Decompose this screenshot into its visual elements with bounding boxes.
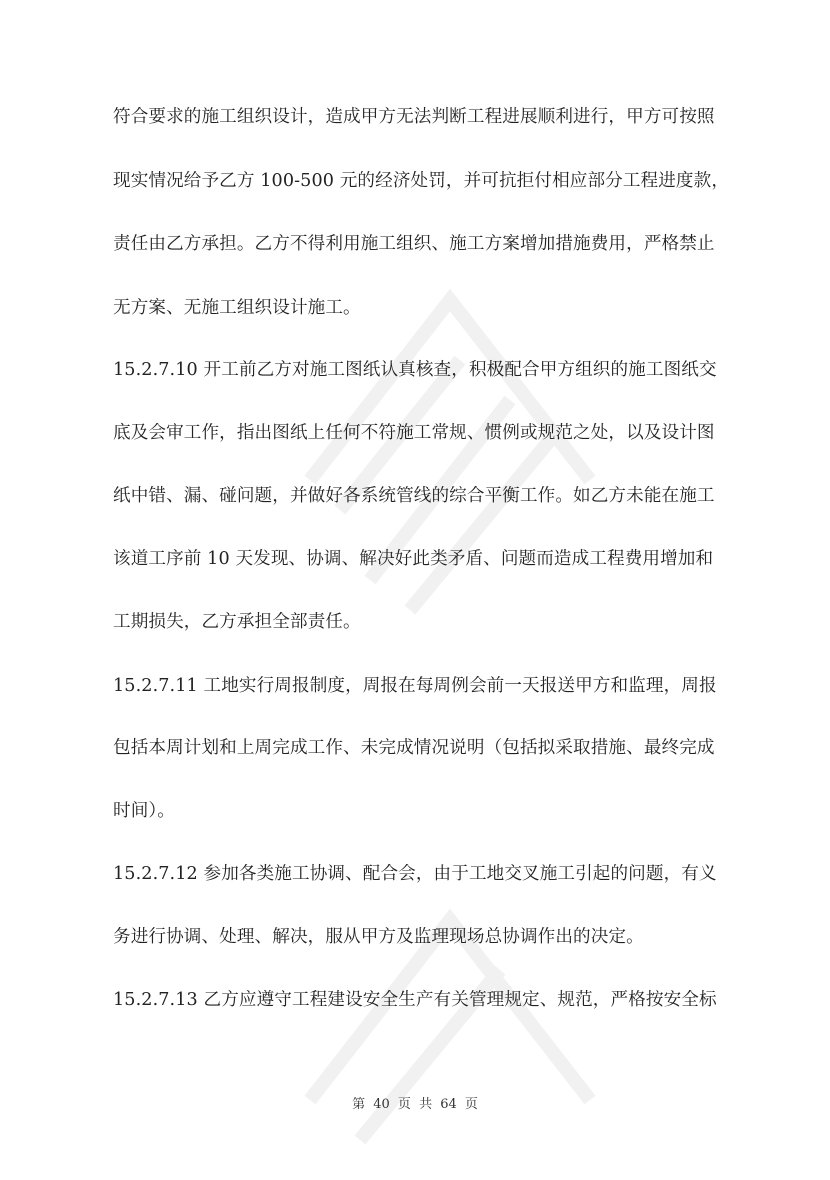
body-text-line: 底及会审工作，指出图纸上任何不符施工常规、惯例或规范之处，以及设计图 xyxy=(113,423,715,443)
body-text-line: 符合要求的施工组织设计，造成甲方无法判断工程进展顺利进行，甲方可按照 xyxy=(113,107,715,127)
body-text-line: 务进行协调、处理、解决，服从甲方及监理现场总协调作出的决定。 xyxy=(113,927,644,947)
body-text-line: 该道工序前 10 天发现、协调、解决好此类矛盾、问题而造成工程费用增加和 xyxy=(113,549,714,569)
page-number-footer: 第 40 页 共 64 页 xyxy=(352,1097,478,1112)
body-text-line: 包括本周计划和上周完成工作、未完成情况说明（包括拟采取措施、最终完成 xyxy=(113,738,715,758)
watermark xyxy=(250,280,670,1180)
clause-15-2-7-11: 15.2.7.11 工地实行周报制度，周报在每周例会前一天报送甲方和监理，周报 xyxy=(113,676,717,696)
body-text-line: 时间）。 xyxy=(113,801,175,821)
body-text-line: 工期损失，乙方承担全部责任。 xyxy=(113,612,361,632)
clause-15-2-7-12: 15.2.7.12 参加各类施工协调、配合会，由于工地交叉施工引起的问题，有义 xyxy=(113,864,717,884)
clause-15-2-7-10: 15.2.7.10 开工前乙方对施工图纸认真核查，积极配合甲方组织的施工图纸交 xyxy=(113,360,717,380)
body-text-line: 现实情况给予乙方 100-500 元的经济处罚，并可抗拒付相应部分工程进度款， xyxy=(113,171,730,191)
body-text-line: 责任由乙方承担。乙方不得利用施工组织、施工方案增加措施费用，严格禁止 xyxy=(113,234,715,254)
body-text-line: 无方案、无施工组织设计施工。 xyxy=(113,298,361,318)
body-text-line: 纸中错、漏、碰问题，并做好各系统管线的综合平衡工作。如乙方未能在施工 xyxy=(113,486,715,506)
clause-15-2-7-13: 15.2.7.13 乙方应遵守工程建设安全生产有关管理规定、规范，严格按安全标 xyxy=(113,990,717,1010)
